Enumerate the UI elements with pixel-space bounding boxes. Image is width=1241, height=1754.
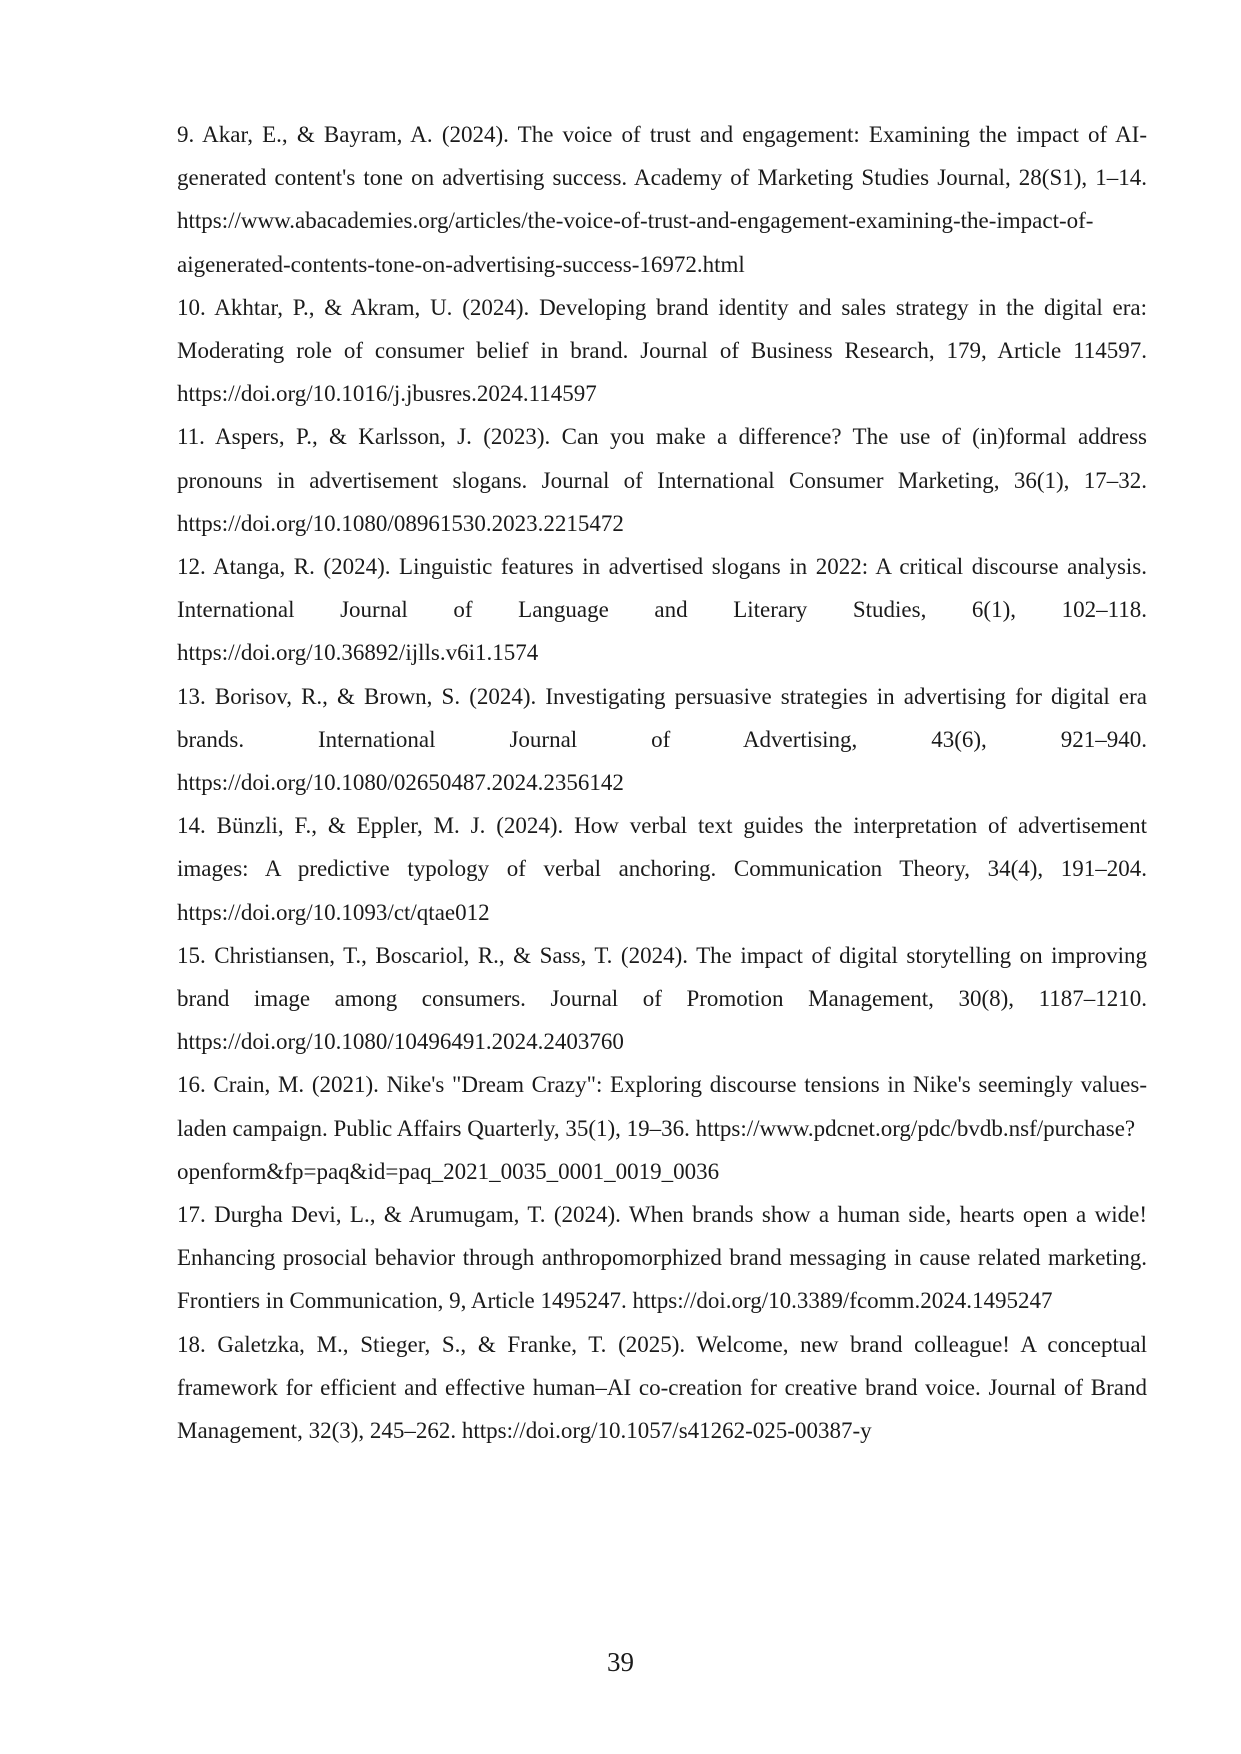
- reference-entry-18: [177, 1323, 1147, 1453]
- reference-entry-11: [177, 415, 1147, 545]
- reference-text: 10. Akhtar, P., & Akram, U. (2024). Developing brand identity and sales strategy in the digital era: Moderating role of consumer belief in brand. Journal of Business Research, 179, Article 114597. https://doi.org/10.1016/j.jbusres.2024.114597: [177, 294, 1147, 407]
- reference-text: 12. Atanga, R. (2024). Linguistic features in advertised slogans in 2022: A critical discourse analysis. International Journal of Language and Literary Studies, 6(1), 102–118. https://doi.org/10.36892/ijlls.v6i1.1574: [177, 554, 1147, 666]
- reference-entry-9: [177, 113, 1147, 286]
- reference-text: 15. Christiansen, T., Boscariol, R., & Sass, T. (2024). The impact of digital storytelling on improving brand image among consumers. Journal of Promotion Management, 30(8), 1187–1210. https://doi.org/10.1080/10496491.2024.2403760: [177, 942, 1147, 1055]
- reference-text: 17. Durgha Devi, L., & Arumugam, T. (2024). When brands show a human side, hearts open a wide! Enhancing prosocial behavior through anthropomorphized brand messaging in cause related marketing. Frontiers in Communication, 9, Article 1495247. https://doi.org/10.3389/fcomm.2024.1495247: [177, 1202, 1147, 1314]
- reference-text: 13. Borisov, R., & Brown, S. (2024). Investigating persuasive strategies in advertising for digital era brands. International Journal of Advertising, 43(6), 921–940. https://doi.org/10.1080/02650487.2024.2356142: [177, 683, 1147, 796]
- reference-entry-13: [177, 675, 1147, 805]
- reference-text: 11. Aspers, P., & Karlsson, J. (2023). Can you make a difference? The use of (in)formal address pronouns in advertisement slogans. Journal of International Consumer Marketing, 36(1), 17–32. https://doi.org/10.1080/08961530.2023.2215472: [177, 424, 1147, 536]
- reference-text: 16. Crain, M. (2021). Nike's "Dream Crazy": Exploring discourse tensions in Nike's seemingly values-laden campaign. Public Affairs Quarterly, 35(1), 19–36. https://www.pdcnet.org/pdc/bvdb.nsf/purchase?: [177, 1072, 1147, 1141]
- reference-list: [177, 113, 1147, 1452]
- reference-text: 14. Bünzli, F., & Eppler, M. J. (2024). How verbal text guides the interpretation of advertisement images: A predictive typology of verbal anchoring. Communication Theory, 34(4), 191–204. https://doi.org/10.1093/ct/qtae012: [177, 813, 1147, 925]
- reference-url-continuation: openform&fp=paq&id=paq_2021_0035_0001_0019_0036: [177, 1158, 720, 1184]
- reference-entry-15: [177, 934, 1147, 1064]
- page-number: 39: [607, 1647, 634, 1677]
- reference-entry-16: [177, 1063, 1147, 1193]
- reference-text: 18. Galetzka, M., Stieger, S., & Franke, T. (2025). Welcome, new brand colleague! A conceptual framework for efficient and effective human–AI co-creation for creative brand voice. Journal of Brand Management, 32(3), 245–262. https://doi.org/10.1057/s41262-025-00387-y: [177, 1331, 1147, 1444]
- reference-entry-12: [177, 545, 1147, 675]
- reference-text: 9. Akar, E., & Bayram, A. (2024). The voice of trust and engagement: Examining the impact of AI-generated content's tone on advertising success. Academy of Marketing Studies Journal, 28(S1), 1–14. https://www.abacademies.org/articles/the-voice-of-trust-and-engagement-examining-the-impact-of-aigenerated-contents-tone-on-advertising-success-16972.html: [177, 122, 1147, 277]
- reference-entry-10: [177, 286, 1147, 416]
- reference-entry-14: [177, 804, 1147, 934]
- reference-entry-17: [177, 1193, 1147, 1323]
